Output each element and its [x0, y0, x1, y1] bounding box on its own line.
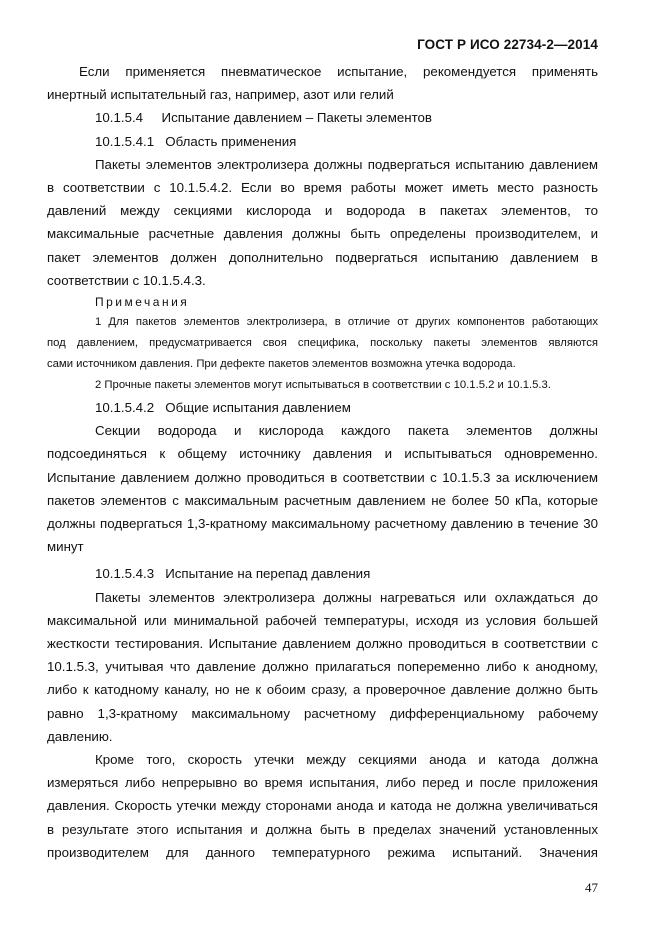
note-line: 2 Прочные пакеты элементов могут испытываться в соответствии с 10.1.5.2 и 10.1.5.3.	[95, 379, 551, 392]
text-line: Испытание давлением должно проводиться в соответствии с 10.1.5.3 за исключением	[47, 469, 598, 485]
note-line: сами источником давления. При дефекте пакетов элементов возможна утечка водорода.	[47, 358, 516, 371]
text-line: равно 1,3-кратному максимальному расчетному дифференциальному рабочему	[47, 705, 598, 721]
note-line: под давлением, предусматривается своя специфика, поскольку пакеты элементов являются	[47, 337, 598, 350]
text-line: минут	[47, 539, 84, 555]
text-line: производителем для данного температурного режима испытаний. Значения	[47, 844, 598, 860]
text-line: Пакеты элементов электролизера должны нагреваться или охлаждаться до	[95, 589, 598, 605]
text-line: должны подвергаться 1,3-кратному максимальному расчетному давлению в течение 30	[47, 516, 598, 532]
section-heading: 10.1.5.4.1 Область применения	[95, 133, 297, 149]
text-line: соответствии с 10.1.5.4.3.	[47, 272, 206, 288]
section-heading: 10.1.5.4.2 Общие испытания давлением	[95, 400, 351, 416]
notes-title: Примечания	[95, 295, 190, 310]
text-line: либо к катодному каналу, но не к обоим сразу, а проверочное давление должно быть	[47, 682, 598, 698]
text-line: пакет элементов должен дополнительно подвергаться испытанию давлением в	[47, 249, 598, 265]
text-line: максимальной или минимальной рабочей температуры, исходя из условия большей	[47, 612, 598, 628]
text-line: в соответствии с 10.1.5.4.2. Если во время работы может иметь место разность	[47, 180, 598, 196]
text-line: в результате этого испытания и должна быть в пределах значений установленных	[47, 821, 598, 837]
text-line: максимальные расчетные давления должны быть определены производителем, и	[47, 226, 598, 242]
standard-title: ГОСТ Р ИСО 22734-2—2014	[417, 37, 598, 52]
page-body	[47, 60, 598, 864]
text-line: Секции водорода и кислорода каждого пакета элементов должны	[95, 423, 598, 439]
note-line: 1 Для пакетов элементов электролизера, в отличие от других компонентов работающих	[95, 316, 598, 329]
text-line: подсоединяться к общему источнику давления и испытываться одновременно.	[47, 446, 598, 462]
section-heading: 10.1.5.4.3 Испытание на перепад давления	[95, 566, 371, 582]
text-line: давлению.	[47, 728, 113, 744]
text-line: Пакеты элементов электролизера должны подвергаться испытанию давлением	[95, 156, 598, 172]
text-line: Если применяется пневматическое испытание, рекомендуется применять	[79, 64, 598, 79]
text-line: пакетов элементов с максимальным расчетным давлением не более 50 кПа, которые	[47, 492, 598, 508]
page-number: 47	[585, 880, 598, 895]
text-line: измеряться либо непрерывно во время испытания, либо перед и после приложения	[47, 775, 598, 791]
section-heading: 10.1.5.4 Испытание давлением – Пакеты элементов	[95, 110, 432, 126]
text-line: давления. Скорость утечки между сторонами анода и катода не должна увеличиваться	[47, 798, 598, 814]
text-line: жесткости тестирования. Испытание давлением должно проводиться в соответствии с	[47, 636, 598, 652]
text-line: 10.1.5.3, учитывая что давление должно прилагаться попеременно либо к анодному,	[47, 659, 598, 675]
text-line: Кроме того, скорость утечки между секциями анода и катода должна	[95, 752, 598, 768]
text-line: давлений между секциями кислорода и водорода в пакетах элементов, то	[47, 203, 598, 219]
text-line: инертный испытательный газ, например, азот или гелий	[47, 87, 394, 103]
